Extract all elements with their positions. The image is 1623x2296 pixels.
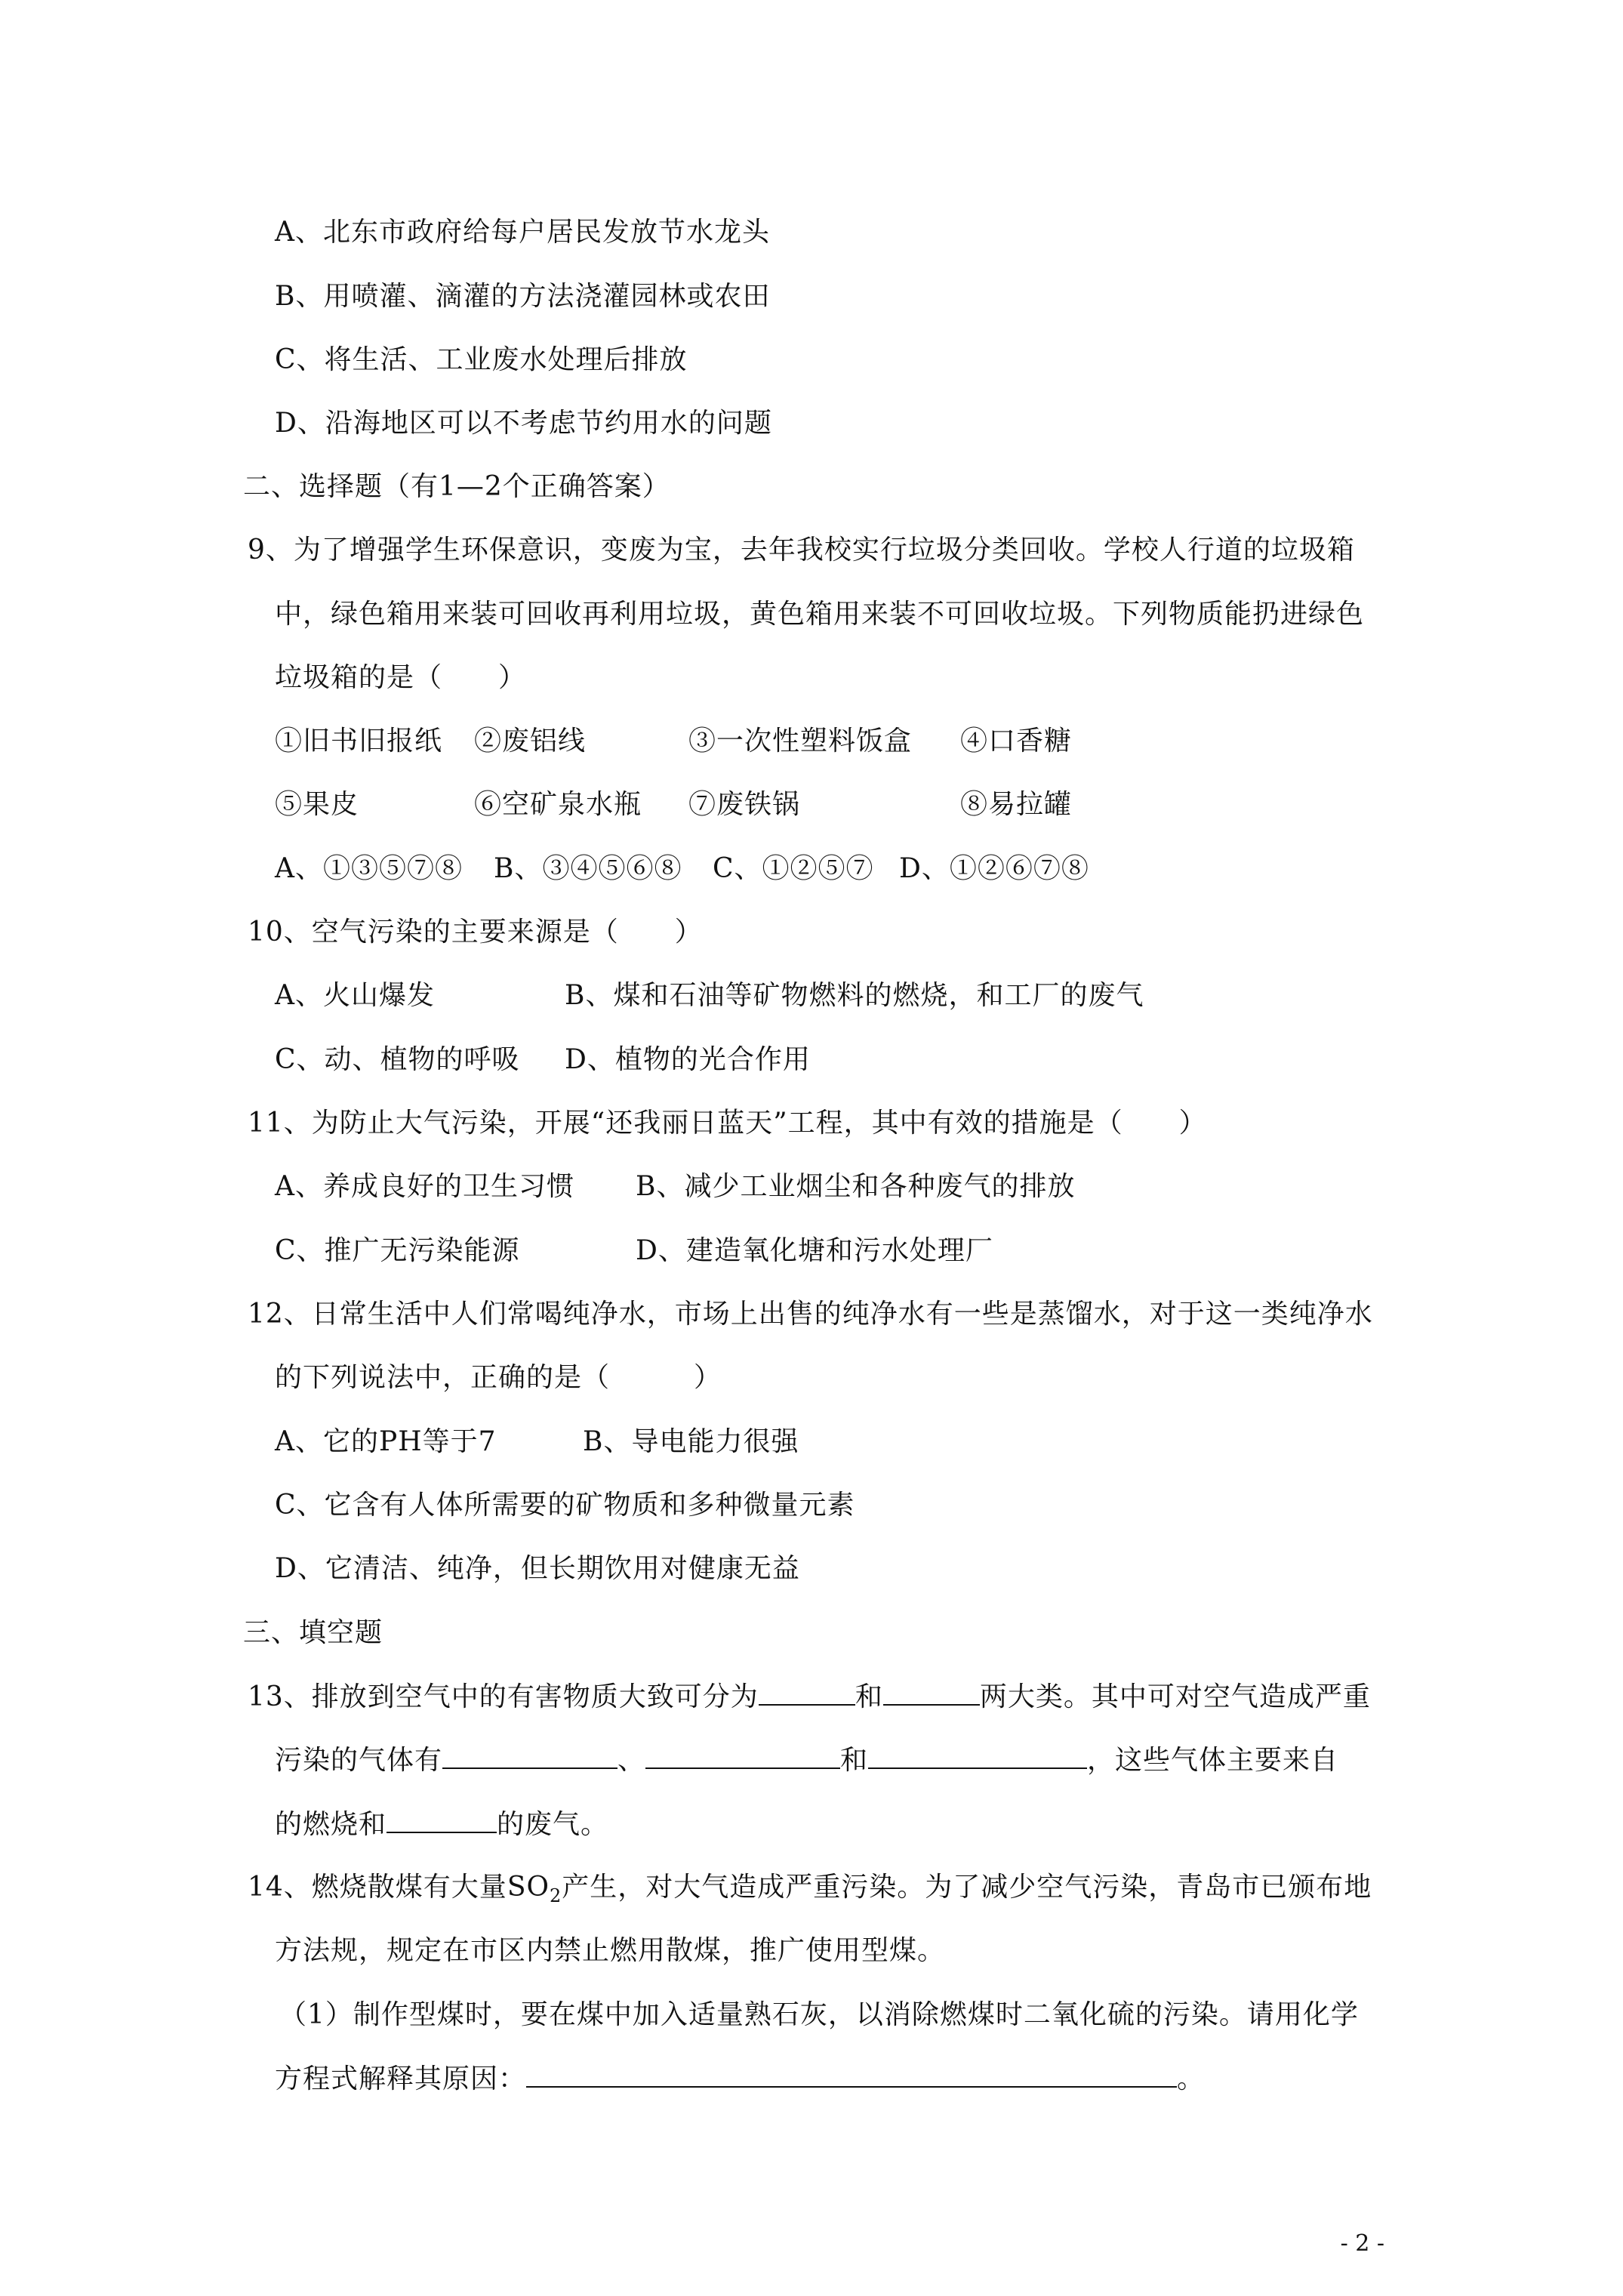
q11-option-c: C、推广无污染能源 (275, 1235, 520, 1266)
q14-text: 14、燃烧散煤有大量 (248, 1872, 507, 1903)
q11-stem: 11、为防止大气污染，开展“还我丽日蓝天”工程，其中有效的措施是（ ） (248, 1108, 1207, 1139)
q14-line-2: 方法规，规定在市区内禁止燃用散煤，推广使用型煤。 (275, 1935, 946, 1966)
q12-option-a: A、它的PH等于7 (275, 1426, 497, 1457)
q12-options-row-1 (275, 1424, 799, 1460)
q12-stem-line-2: 的下列说法中，正确的是（ ） (275, 1362, 722, 1393)
q11-option-a: A、养成良好的卫生习惯 (275, 1171, 574, 1202)
q10-stem: 10、空气污染的主要来源是（ ） (248, 917, 703, 948)
q14-text: 方程式解释其原因： (275, 2063, 527, 2094)
q9-item: ⑧易拉罐 (960, 789, 1073, 820)
q13-line-2 (275, 1742, 1338, 1779)
q13-blank-3[interactable] (442, 1742, 617, 1769)
q9-stem-line-2: 中，绿色箱用来装可回收再利用垃圾，黄色箱用来装不可回收垃圾。下列物质能扔进绿色 (275, 599, 1365, 630)
q9-stem-line-1: 9、为了增强学生环保意识，变废为宝，去年我校实行垃圾分类回收。学校人行道的垃圾箱 (248, 535, 1355, 566)
q13-text: 13、排放到空气中的有害物质大致可分为 (248, 1681, 759, 1712)
q8-option-d: D、沿海地区可以不考虑节约用水的问题 (275, 408, 772, 439)
q9-item: ⑥空矿泉水瓶 (474, 789, 642, 820)
q9-item: ⑦废铁锅 (688, 789, 801, 820)
q14-part-1-line-2 (275, 2060, 1205, 2097)
q9-item: ④口香糖 (960, 726, 1073, 757)
q14-text: 。 (1177, 2063, 1206, 2094)
page-number: - 2 - (1340, 2230, 1384, 2257)
q8-option-a: A、北东市政府给每户居民发放节水龙头 (275, 217, 770, 248)
q9-choice-b: B、③④⑤⑥⑧ (494, 853, 682, 884)
q14-line-1 (248, 1869, 1372, 1906)
q12-option-d: D、它清洁、纯净，但长期饮用对健康无益 (275, 1553, 800, 1584)
q13-text: 的废气。 (497, 1809, 609, 1840)
q13-blank-1[interactable] (759, 1678, 855, 1706)
q11-option-d: D、建造氧化塘和污水处理厂 (636, 1235, 993, 1266)
q11-options-row-2 (275, 1233, 993, 1269)
q13-blank-4[interactable] (645, 1742, 840, 1769)
q13-blank-6[interactable] (387, 1806, 497, 1833)
q9-item: ②废铝线 (474, 726, 587, 757)
q11-option-b: B、减少工业烟尘和各种废气的排放 (636, 1171, 1076, 1202)
q13-blank-2[interactable] (883, 1678, 980, 1706)
q11-options-row-1 (275, 1169, 1075, 1205)
q9-choice-c: C、①②⑤⑦ (713, 853, 874, 884)
so2-symbol: SO (507, 1872, 550, 1903)
q14-part-1-line-1: （1）制作型煤时，要在煤中加入适量熟石灰，以消除燃煤时二氧化硫的污染。请用化学 (279, 1999, 1359, 2030)
q13-text: 污染的气体有 (275, 1745, 443, 1776)
section-3-heading: 三、填空题 (243, 1617, 383, 1648)
q10-option-b: B、煤和石油等矿物燃料的燃烧，和工厂的废气 (565, 980, 1144, 1011)
q12-option-b: B、导电能力很强 (583, 1426, 799, 1457)
q13-line-1 (248, 1678, 1371, 1715)
q13-text: 和 (840, 1745, 869, 1776)
q10-option-c: C、动、植物的呼吸 (275, 1044, 520, 1075)
q10-options-row-2 (275, 1042, 811, 1078)
q9-items-row-2 (275, 787, 1072, 823)
q12-option-c: C、它含有人体所需要的矿物质和多种微量元素 (275, 1490, 855, 1521)
q14-equation-blank[interactable] (526, 2060, 1177, 2088)
q13-text: 和 (855, 1681, 883, 1712)
q9-choice-d: D、①②⑥⑦⑧ (899, 853, 1089, 884)
q13-line-3 (275, 1806, 608, 1843)
q9-stem-line-3: 垃圾箱的是（ ） (275, 662, 527, 693)
q12-stem-line-1: 12、日常生活中人们常喝纯净水，市场上出售的纯净水有一些是蒸馏水，对于这一类纯净水 (248, 1299, 1373, 1330)
q8-option-c: C、将生活、工业废水处理后排放 (275, 344, 688, 375)
q10-option-a: A、火山爆发 (275, 980, 435, 1011)
section-2-heading: 二、选择题（有1—2个正确答案） (243, 471, 670, 502)
q9-choices (275, 851, 1089, 887)
q13-text: 的燃烧和 (275, 1809, 387, 1840)
q9-choice-a: A、①③⑤⑦⑧ (275, 853, 463, 884)
q13-text: ，这些气体主要来自 (1087, 1745, 1339, 1776)
q9-item: ①旧书旧报纸 (275, 726, 443, 757)
so2-formula (507, 1872, 562, 1907)
q13-text: 两大类。其中可对空气造成严重 (979, 1681, 1371, 1712)
q8-option-b: B、用喷灌、滴灌的方法浇灌园林或农田 (275, 281, 771, 312)
q9-items-row-1 (275, 723, 1072, 760)
q10-options-row-1 (275, 978, 1144, 1014)
q9-item: ③一次性塑料饭盒 (688, 726, 913, 757)
q14-text: 产生，对大气造成严重污染。为了减少空气污染，青岛市已颁布地 (562, 1872, 1372, 1903)
q13-text: 、 (617, 1745, 646, 1776)
q13-blank-5[interactable] (868, 1742, 1087, 1769)
q10-option-d: D、植物的光合作用 (565, 1044, 811, 1075)
so2-subscript: 2 (550, 1885, 562, 1907)
q9-item: ⑤果皮 (275, 789, 359, 820)
